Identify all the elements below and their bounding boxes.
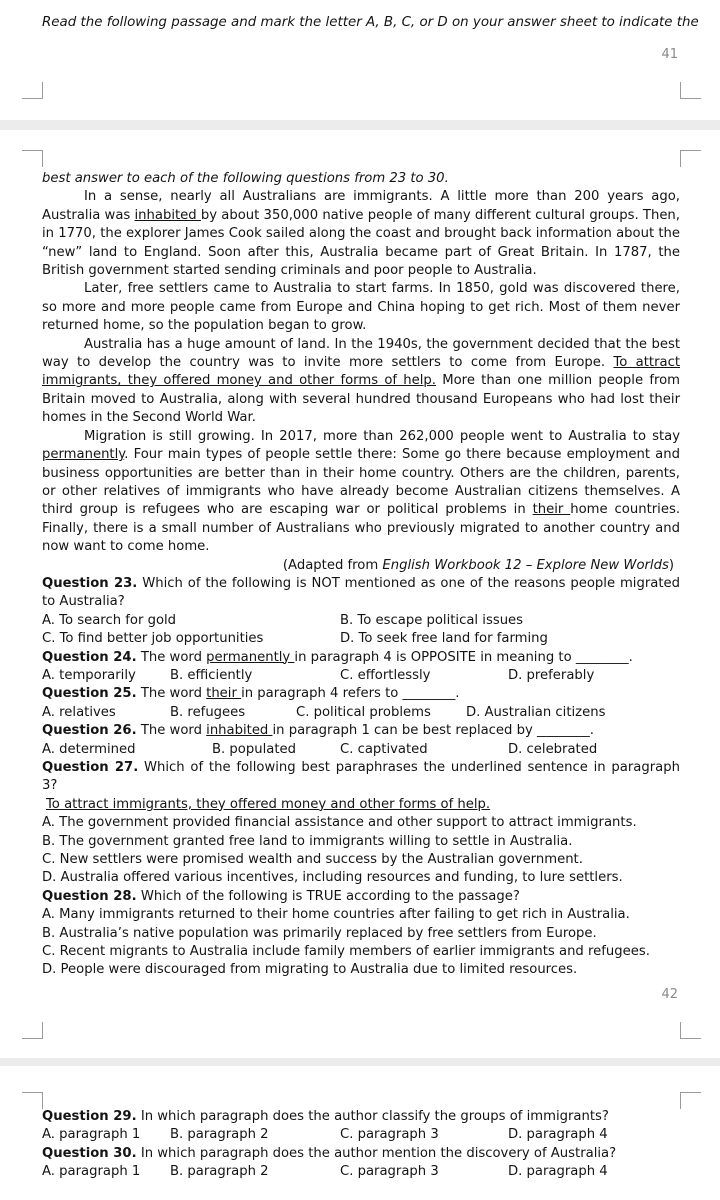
q28-option-c[interactable]: C. Recent migrants to Australia include family members of earlier immigrants and refugees. [42,943,650,959]
p1-text-a: In a sense, nearly all Australians are immigrants. A little more than 200 years ago, Australia was [42,189,680,223]
question-26-pre: The word [136,723,207,739]
p4-text-c: home countries. Finally, there is a small number of Australians who previously migrated to another country and now want to come home. [42,502,681,555]
q24-option-b[interactable]: B. efficiently [170,667,253,683]
question-25-pre: The word [136,686,207,702]
q25-option-b[interactable]: B. refugees [170,704,246,720]
q23-option-a[interactable]: A. To search for gold [42,612,177,628]
source-citation [42,557,680,575]
question-26-post: in paragraph 1 can be best replaced by ________. [272,723,594,739]
paragraph-4 [42,428,680,557]
question-25-options [42,704,680,722]
question-29-number: Question 29. [42,1109,137,1124]
crop-mark-bottom-right-2 [680,1022,701,1039]
instruction-continuation: best answer to each of the following questions from 23 to 30. [42,171,449,186]
question-23-text: Which of the following is NOT mentioned as one of the reasons people migrated to Australia? [42,575,680,610]
q28-option-b[interactable]: B. Australia’s native population was primarily replaced by free settlers from Europe. [42,925,597,941]
q30-option-d[interactable]: D. paragraph 4 [508,1164,608,1180]
q24-option-a[interactable]: A. temporarily [42,667,136,683]
paragraph-3 [42,336,680,428]
q30-option-a[interactable]: A. paragraph 1 [42,1164,141,1180]
q27-option-c[interactable]: C. New settlers were promised wealth and success by the Australian government. [42,851,583,867]
question-25 [42,685,680,703]
header-instruction: Read the following passage and mark the letter A, B, C, or D on your answer sheet to indicate the [42,15,699,30]
q27-option-b[interactable]: B. The government granted free land to immigrants willing to settle in Australia. [42,833,573,849]
source-suffix: ) [668,557,674,573]
q23-option-d[interactable]: D. To seek free land for farming [340,631,548,647]
question-25-post: in paragraph 4 refers to ________. [241,686,460,702]
q24-option-c[interactable]: C. effortlessly [340,667,431,683]
q30-option-c[interactable]: C. paragraph 3 [340,1164,439,1180]
question-24-pre: The word [136,649,207,665]
question-23 [42,575,680,612]
paragraph-1 [42,188,680,280]
q29-option-d[interactable]: D. paragraph 4 [508,1127,608,1143]
page-gap-1 [0,120,720,130]
question-30 [42,1145,680,1163]
question-29-text: In which paragraph does the author classify the groups of immigrants? [136,1109,609,1124]
q30-option-b[interactable]: B. paragraph 2 [170,1164,269,1180]
source-prefix: (Adapted from [282,557,383,573]
crop-mark-bottom-left-2 [22,1022,43,1039]
question-26-options [42,741,680,759]
q23-option-b[interactable]: B. To escape political issues [340,612,524,628]
crop-mark-top-right-3 [680,1092,701,1109]
question-27 [42,759,680,796]
q26-option-b[interactable]: B. populated [212,741,296,757]
q23-option-c[interactable]: C. To find better job opportunities [42,631,264,647]
question-30-options [42,1163,680,1181]
q25-option-a[interactable]: A. relatives [42,704,116,720]
q27-option-d[interactable]: D. Australia offered various incentives, including resources and funding, to lure settlers. [42,870,623,886]
source-title: English Workbook 12 – Explore New Worlds [382,557,669,573]
question-25-number: Question 25. [42,686,137,702]
q26-option-d[interactable]: D. celebrated [508,741,598,757]
q28-option-d[interactable]: D. People were discouraged from migrating to Australia due to limited resources. [42,962,578,978]
q26-option-a[interactable]: A. determined [42,741,136,757]
question-23-options-row-2 [42,630,680,648]
q29-option-b[interactable]: B. paragraph 2 [170,1127,269,1143]
question-27-number: Question 27. [42,759,139,775]
crop-mark-top-left-3 [22,1092,43,1109]
q24-option-d[interactable]: D. preferably [508,667,595,683]
page-number-41: 41 [661,47,678,62]
q28-option-a[interactable]: A. Many immigrants returned to their home countries after failing to get rich in Australia. [42,907,630,923]
q29-option-a[interactable]: A. paragraph 1 [42,1127,141,1143]
q25-option-c[interactable]: C. political problems [296,704,431,720]
crop-mark-top-left-2 [22,150,43,167]
question-29 [42,1108,680,1126]
question-28-text: Which of the following is TRUE according to the passage? [136,888,520,904]
q26-option-c[interactable]: C. captivated [340,741,428,757]
question-28 [42,888,680,906]
question-23-number: Question 23. [42,575,138,591]
question-24 [42,649,680,667]
paragraph-2: Later, free settlers came to Australia to start farms. In 1850, gold was discovered there, so more and more people came from Europe and China hoping to get rich. Most of them never returned home, so the population began to grow. [42,281,680,334]
question-26-number: Question 26. [42,723,137,739]
p3-underlined-sentence: To attract immigrants, they offered money and other forms of help. [42,355,680,389]
q25-option-d[interactable]: D. Australian citizens [466,704,606,720]
p4-text-a: Migration is still growing. In 2017, more than 262,000 people went to Australia to stay [84,428,680,444]
question-24-number: Question 24. [42,649,137,665]
crop-mark-bottom-right-1 [680,82,701,99]
p3-text-a: Australia has a huge amount of land. In the 1940s, the government decided that the best way to develop the country was to invite more settlers to come from Europe. [42,336,680,371]
p4-underlined-permanently: permanently [42,447,125,463]
question-24-post: in paragraph 4 is OPPOSITE in meaning to ________. [294,649,633,665]
question-29-options [42,1126,680,1144]
crop-mark-top-right-2 [680,150,701,167]
question-26-word: inhabited [206,723,273,739]
crop-mark-bottom-left-1 [22,82,43,99]
page-gap-2 [0,1058,720,1066]
question-24-options [42,667,680,685]
page-number-42: 42 [661,987,678,1002]
question-28-number: Question 28. [42,888,137,904]
q27-option-a[interactable]: A. The government provided financial assistance and other support to attract immigrants. [42,815,637,831]
question-27-quote-line [42,796,680,814]
question-25-word: their [206,686,242,702]
question-27-text: Which of the following best paraphrases the underlined sentence in paragraph 3? [42,759,680,794]
q29-option-c[interactable]: C. paragraph 3 [340,1127,439,1143]
p1-text-b: by about 350,000 native people of many different cultural groups. Then, in 1770, the explorer James Cook sailed along the coast and brought back information about the “new” land to England. Soon after this, Australia became part of Great Britain. In 1787, the British government started sending criminals and poor people to Australia. [42,207,680,279]
p4-text-b: . Four main types of people settle there: Some go there because employment and business opportunities are better than in their home country. Others are the children, parents, or other relatives of immigrants who have already become Australian citizens themselves. A third group is refugees who are escaping war or political problems in [42,447,680,518]
question-30-number: Question 30. [42,1145,137,1161]
page-body [42,170,680,980]
question-24-word: permanently [206,649,295,665]
question-30-text: In which paragraph does the author mention the discovery of Australia? [136,1145,617,1161]
p1-underlined-word: inhabited [134,207,201,223]
p3-text-b: More than one million people from Britain moved to Australia, along with several hundred thousand Europeans who had lost their homes in the Second World War. [42,373,681,426]
question-23-options-row-1 [42,612,680,630]
question-26 [42,722,680,740]
question-27-quote: To attract immigrants, they offered money and other forms of help. [46,796,491,812]
page-3-body [42,1108,680,1182]
p4-underlined-their: their [532,502,571,518]
